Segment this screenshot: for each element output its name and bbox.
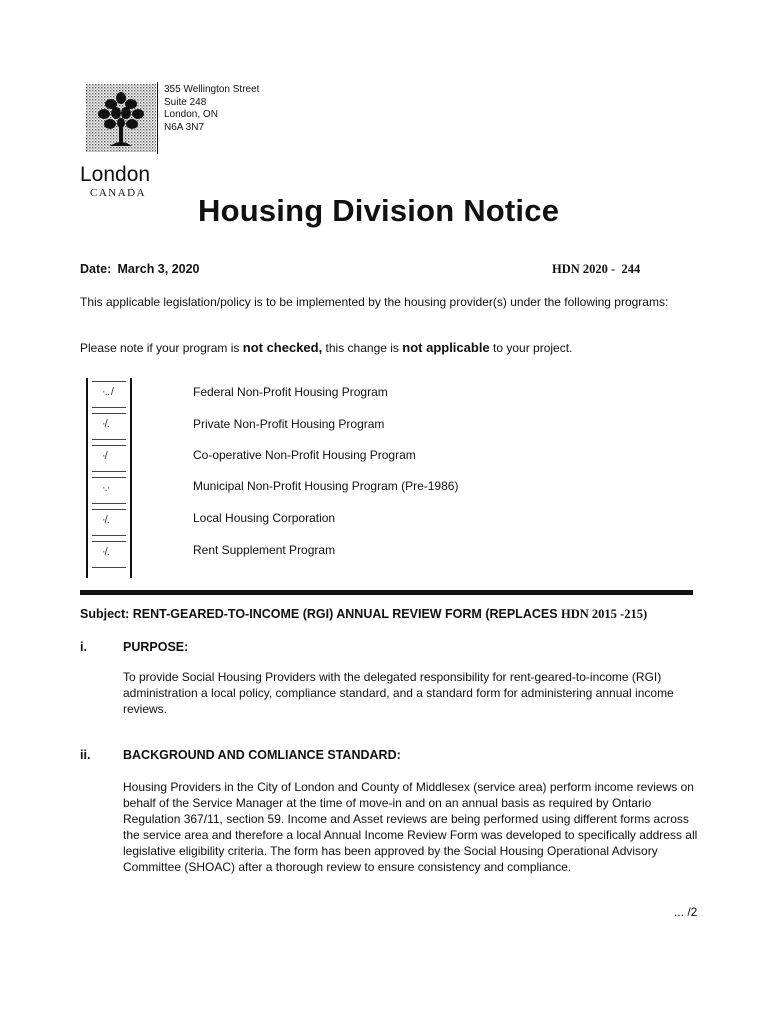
- city-logo: [86, 84, 156, 152]
- address-line: London, ON: [164, 109, 218, 120]
- program-checkbox[interactable]: [92, 445, 126, 472]
- notice-number: HDN 2020 - 244: [552, 262, 641, 276]
- country-name: CANADA: [90, 187, 147, 199]
- checkmark-icon: ·.·: [102, 482, 110, 494]
- address-line: N6A 3N7: [164, 121, 205, 133]
- tree-logo-icon: [86, 84, 156, 152]
- program-checkbox[interactable]: [92, 381, 126, 408]
- logo-divider: [157, 82, 158, 154]
- program-checkbox[interactable]: [92, 541, 126, 568]
- applicability-note: [80, 340, 700, 356]
- program-checkbox-column: [86, 378, 132, 578]
- program-label: Co-operative Non-Profit Housing Program: [193, 448, 416, 462]
- program-checkbox[interactable]: [92, 413, 126, 440]
- note-text: to your project.: [489, 341, 573, 355]
- section-body: To provide Social Housing Providers with the delegated responsibility for rent-geared-to-income (RGI) administration a local policy, compliance standard, and a standard form for administering annual income reviews.: [123, 670, 674, 716]
- checkmark-icon: ·/.: [102, 514, 109, 526]
- date-value: March 3, 2020: [117, 262, 200, 276]
- program-label: Municipal Non-Profit Housing Program (Pre-1986): [193, 479, 459, 493]
- section-heading: BACKGROUND AND COMLIANCE STANDARD:: [123, 748, 401, 762]
- note-text: Please note if your program is: [80, 341, 243, 355]
- address-block: [164, 84, 259, 134]
- subject-reference: HDN 2015 -215): [561, 607, 648, 621]
- date-label: Date:: [80, 262, 112, 276]
- address-line: 355 Wellington Street: [164, 84, 260, 95]
- program-label: Local Housing Corporation: [193, 511, 336, 525]
- section-heading: PURPOSE:: [123, 640, 189, 654]
- page-title: Housing Division Notice: [198, 193, 560, 228]
- program-checkbox[interactable]: [92, 477, 126, 504]
- checkmark-icon: ·/.: [102, 418, 109, 430]
- note-emphasis: not applicable: [402, 340, 490, 355]
- address-line: Suite 248: [164, 96, 207, 108]
- program-label: Private Non-Profit Housing Program: [193, 417, 385, 431]
- section-divider: [80, 590, 693, 595]
- notice-date: [80, 262, 200, 277]
- subject-text: Subject: RENT-GEARED-TO-INCOME (RGI) ANNUAL REVIEW FORM (REPLACES: [80, 607, 562, 621]
- section-body: Housing Providers in the City of London and County of Middlesex (service area) perform income reviews on behalf of the Service Manager at the time of move-in and on an annual basis as required by Ontario Regulation 367/11, section 59. Income and Asset reviews are being performed using different forms across the service area and therefore a local Annual Income Review Form was developed to specifically address all legislative eligibility criteria. The form has been approved by the Social Housing Operational Advisory Committee (SHOAC) after a thorough review to ensure consistency and compliance.: [123, 780, 698, 874]
- program-checkbox[interactable]: [92, 509, 126, 536]
- section-number: i.: [80, 640, 87, 654]
- note-emphasis: not checked,: [242, 340, 323, 355]
- checkmark-icon: ·/.: [102, 546, 109, 558]
- page-continuation: ... /2: [674, 905, 698, 919]
- section-number: ii.: [80, 748, 91, 762]
- subject-line: [80, 607, 647, 622]
- checkmark-icon: ·/: [102, 450, 107, 462]
- program-label: Federal Non-Profit Housing Program: [193, 385, 388, 399]
- note-text: this change is: [322, 341, 403, 355]
- intro-paragraph: This applicable legislation/policy is to be implemented by the housing provider(s) under the following programs:: [80, 295, 669, 309]
- checkmark-icon: ·.. /: [102, 386, 113, 398]
- program-label: Rent Supplement Program: [193, 543, 336, 557]
- city-name: London: [80, 163, 151, 186]
